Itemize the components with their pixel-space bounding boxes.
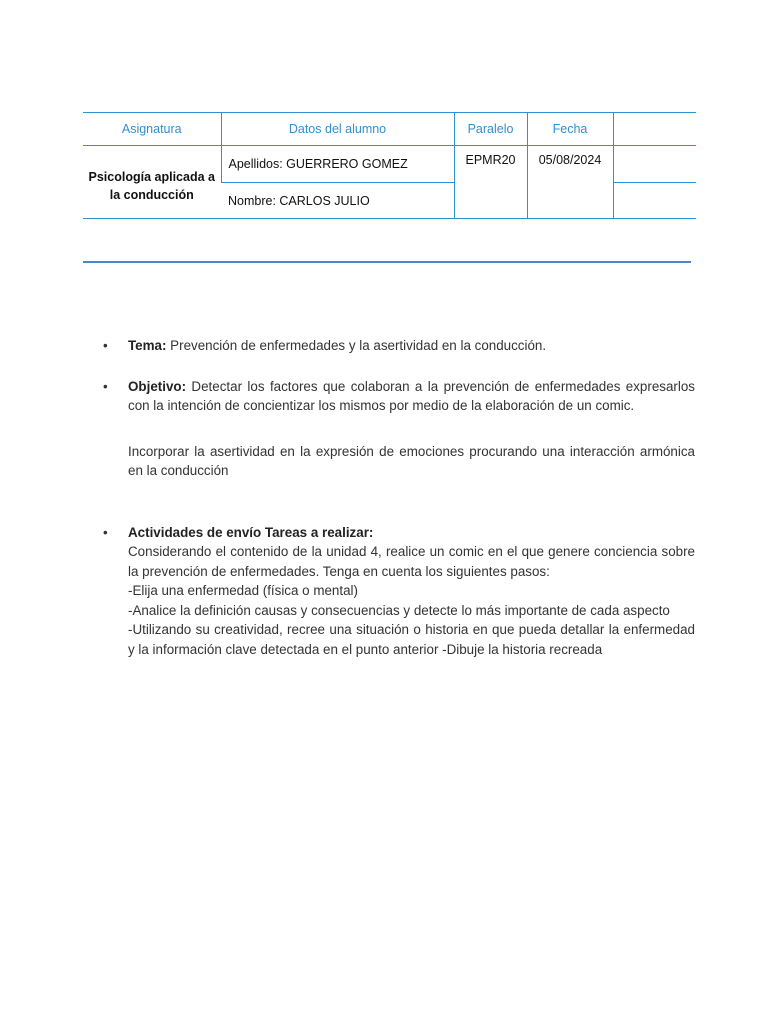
name-cell: Nombre: CARLOS JULIO (221, 183, 454, 219)
parallel-cell: EPMR20 (454, 146, 527, 219)
bullet-icon: • (103, 378, 108, 394)
actividades-label: Actividades de envío Tareas a realizar: (128, 524, 374, 540)
surnames-cell: Apellidos: GUERRERO GOMEZ (221, 146, 454, 183)
step-line: Considerando el contenido de la unidad 4, realice un comic en el que genere conciencia sobre la prevención de enfermedades. Tenga en cuenta los siguientes pasos: (128, 544, 695, 579)
objetivo-text: Detectar los factores que colaboran a la prevención de enfermedades expresarlos con la intención de concientizar los mismos por medio de la elaboración de un comic. (128, 378, 695, 413)
tema-label: Tema: (128, 338, 167, 353)
bullet-icon: • (103, 338, 108, 353)
header-parallel: Paralelo (454, 113, 527, 146)
step-line: -Elija una enfermedad (física o mental) (128, 583, 358, 598)
step-line: -Analice la definición causas y consecuencias y detecte lo más importante de cada aspecto (128, 602, 670, 618)
bullet-icon: • (103, 524, 108, 540)
header-date: Fecha (527, 113, 613, 146)
extra-cell-2 (613, 183, 696, 219)
actividades-steps (128, 542, 695, 659)
header-student: Datos del alumno (221, 113, 454, 146)
header-empty (613, 113, 696, 146)
objetivo-extra: Incorporar la asertividad en la expresión de emociones procurando una interacción armónica en la conducción (128, 443, 695, 478)
subject-cell (83, 146, 221, 219)
tema-item (103, 336, 695, 356)
actividades-item (103, 523, 695, 660)
objetivo-label: Objetivo: (128, 378, 187, 394)
objetivo-item (103, 377, 695, 416)
separator-line (83, 261, 691, 263)
document-body (103, 336, 695, 659)
extra-cell-1 (613, 146, 696, 183)
subject-line-1: Psicología aplicada a (88, 170, 215, 184)
header-subject: Asignatura (83, 113, 221, 146)
subject-line-2: la conducción (109, 188, 194, 202)
date-cell: 05/08/2024 (527, 146, 613, 219)
header-table (83, 112, 696, 219)
tema-text: Prevención de enfermedades y la asertividad en la conducción. (166, 338, 547, 353)
step-line: -Utilizando su creatividad, recree una situación o historia en que pueda detallar la enfermedad y la información clave detectada en el punto anterior -Dibuje la historia recreada (128, 622, 695, 657)
